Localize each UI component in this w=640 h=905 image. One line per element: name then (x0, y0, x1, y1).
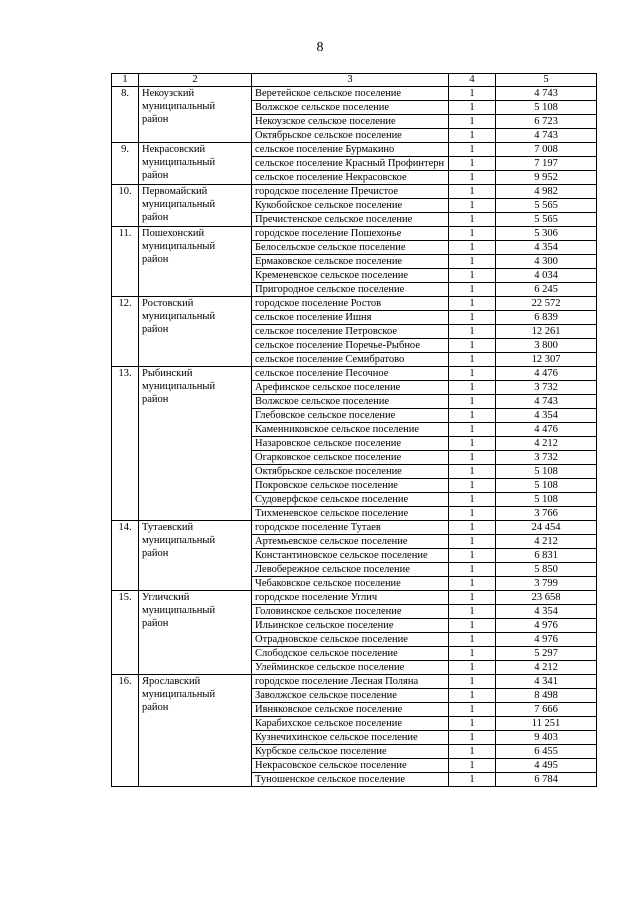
district-name-line: Пошехонский (142, 228, 205, 239)
district-name-line: муниципальный (142, 157, 216, 168)
settlement-value: 4 354 (496, 409, 597, 423)
settlement-value: 5 306 (496, 227, 597, 241)
district-name (139, 297, 252, 367)
settlement-value: 4 495 (496, 759, 597, 773)
settlement-count: 1 (449, 129, 496, 143)
district-name-line: муниципальный (142, 689, 216, 700)
settlement-value: 3 799 (496, 577, 597, 591)
settlement-count: 1 (449, 409, 496, 423)
district-name (139, 367, 252, 521)
settlement-count: 1 (449, 703, 496, 717)
district-number: 16. (112, 675, 139, 787)
settlement-count: 1 (449, 339, 496, 353)
table-row (112, 675, 597, 689)
settlement-name: Ермаковское сельское поселение (252, 255, 449, 269)
table-header-row (112, 74, 597, 87)
settlement-value: 5 565 (496, 199, 597, 213)
settlement-count: 1 (449, 213, 496, 227)
settlement-name: Константиновское сельское поселение (252, 549, 449, 563)
settlement-value: 4 743 (496, 87, 597, 101)
district-name (139, 591, 252, 675)
settlement-count: 1 (449, 423, 496, 437)
settlement-value: 4 212 (496, 535, 597, 549)
column-header: 4 (449, 74, 496, 87)
settlement-count: 1 (449, 157, 496, 171)
settlement-name: Белосельское сельское поселение (252, 241, 449, 255)
settlement-name: Кременевское сельское поселение (252, 269, 449, 283)
settlement-value: 24 454 (496, 521, 597, 535)
settlement-count: 1 (449, 563, 496, 577)
table-row (112, 185, 597, 199)
settlement-value: 4 743 (496, 395, 597, 409)
settlement-value: 5 108 (496, 493, 597, 507)
settlement-count: 1 (449, 535, 496, 549)
district-name-line: Рыбинский (142, 368, 193, 379)
settlement-count: 1 (449, 325, 496, 339)
district-name-line: район (142, 618, 169, 629)
district-name-line: муниципальный (142, 311, 216, 322)
district-name-line: район (142, 702, 169, 713)
settlement-count: 1 (449, 269, 496, 283)
table-row (112, 297, 597, 311)
settlement-name: Левобережное сельское поселение (252, 563, 449, 577)
district-name-line: район (142, 394, 169, 405)
settlement-count: 1 (449, 451, 496, 465)
district-name-line: район (142, 254, 169, 265)
settlement-value: 3 732 (496, 381, 597, 395)
settlement-value: 5 108 (496, 101, 597, 115)
settlement-name: сельское поселение Бурмакино (252, 143, 449, 157)
settlement-name: Волжское сельское поселение (252, 395, 449, 409)
settlement-value: 4 976 (496, 633, 597, 647)
settlement-count: 1 (449, 199, 496, 213)
settlement-name: Карабихское сельское поселение (252, 717, 449, 731)
district-name-line: Ярославский (142, 676, 201, 687)
settlement-name: Некрасовское сельское поселение (252, 759, 449, 773)
column-header: 5 (496, 74, 597, 87)
settlement-count: 1 (449, 227, 496, 241)
settlement-count: 1 (449, 717, 496, 731)
settlement-name: Головинское сельское поселение (252, 605, 449, 619)
settlement-count: 1 (449, 675, 496, 689)
settlement-name: Кузнечихинское сельское поселение (252, 731, 449, 745)
district-name-line: район (142, 324, 169, 335)
district-name-line: район (142, 114, 169, 125)
settlement-name: Октябрьское сельское поселение (252, 465, 449, 479)
settlement-name: сельское поселение Петровское (252, 325, 449, 339)
settlement-count: 1 (449, 381, 496, 395)
settlement-name: Веретейское сельское поселение (252, 87, 449, 101)
table-row (112, 367, 597, 381)
settlement-count: 1 (449, 591, 496, 605)
settlement-value: 12 261 (496, 325, 597, 339)
settlement-name: сельское поселение Некрасовское (252, 171, 449, 185)
settlement-name: Пригородное сельское поселение (252, 283, 449, 297)
district-number: 14. (112, 521, 139, 591)
settlement-count: 1 (449, 647, 496, 661)
district-name (139, 675, 252, 787)
settlement-count: 1 (449, 759, 496, 773)
settlement-count: 1 (449, 437, 496, 451)
settlement-count: 1 (449, 465, 496, 479)
settlement-value: 7 666 (496, 703, 597, 717)
settlement-name: городское поселение Пошехонье (252, 227, 449, 241)
settlement-name: Туношенское сельское поселение (252, 773, 449, 787)
district-name (139, 227, 252, 297)
column-header: 2 (139, 74, 252, 87)
table-row (112, 143, 597, 157)
district-name-line: Первомайский (142, 186, 208, 197)
settlement-count: 1 (449, 773, 496, 787)
settlement-value: 22 572 (496, 297, 597, 311)
settlement-name: Пречистенское сельское поселение (252, 213, 449, 227)
district-name-line: Угличский (142, 592, 190, 603)
settlement-value: 8 498 (496, 689, 597, 703)
settlement-name: сельское поселение Ишня (252, 311, 449, 325)
settlement-name: сельское поселение Семибратово (252, 353, 449, 367)
district-name-line: район (142, 212, 169, 223)
district-name (139, 521, 252, 591)
settlement-value: 3 766 (496, 507, 597, 521)
settlement-count: 1 (449, 115, 496, 129)
settlement-name: Кукобойское сельское поселение (252, 199, 449, 213)
settlement-name: городское поселение Ростов (252, 297, 449, 311)
settlement-count: 1 (449, 367, 496, 381)
district-name-line: район (142, 548, 169, 559)
settlement-value: 4 300 (496, 255, 597, 269)
settlement-value: 12 307 (496, 353, 597, 367)
settlement-value: 5 297 (496, 647, 597, 661)
settlement-name: сельское поселение Красный Профинтерн (252, 157, 449, 171)
settlement-count: 1 (449, 171, 496, 185)
settlement-value: 4 354 (496, 241, 597, 255)
district-name-line: муниципальный (142, 199, 216, 210)
settlement-value: 4 034 (496, 269, 597, 283)
district-name-line: Некоузский (142, 88, 195, 99)
district-name-line: муниципальный (142, 535, 216, 546)
settlement-value: 4 212 (496, 437, 597, 451)
table-row (112, 521, 597, 535)
settlement-value: 5 565 (496, 213, 597, 227)
settlement-name: Огарковское сельское поселение (252, 451, 449, 465)
table-row (112, 591, 597, 605)
settlement-value: 7 197 (496, 157, 597, 171)
table-row (112, 87, 597, 101)
settlement-value: 4 976 (496, 619, 597, 633)
settlement-count: 1 (449, 493, 496, 507)
settlement-value: 4 354 (496, 605, 597, 619)
settlement-name: Заволжское сельское поселение (252, 689, 449, 703)
settlement-count: 1 (449, 577, 496, 591)
settlement-count: 1 (449, 633, 496, 647)
settlement-count: 1 (449, 549, 496, 563)
settlement-value: 4 476 (496, 367, 597, 381)
district-number: 9. (112, 143, 139, 185)
column-header: 1 (112, 74, 139, 87)
settlement-name: городское поселение Углич (252, 591, 449, 605)
settlement-count: 1 (449, 661, 496, 675)
settlement-value: 4 476 (496, 423, 597, 437)
settlement-name: Ивняковское сельское поселение (252, 703, 449, 717)
settlement-count: 1 (449, 255, 496, 269)
district-name (139, 87, 252, 143)
district-name-line: муниципальный (142, 101, 216, 112)
settlement-value: 4 341 (496, 675, 597, 689)
settlement-value: 4 743 (496, 129, 597, 143)
settlement-count: 1 (449, 395, 496, 409)
settlement-name: Арефинское сельское поселение (252, 381, 449, 395)
settlement-value: 7 008 (496, 143, 597, 157)
settlement-value: 6 455 (496, 745, 597, 759)
settlement-count: 1 (449, 143, 496, 157)
settlement-count: 1 (449, 87, 496, 101)
settlement-name: Артемьевское сельское поселение (252, 535, 449, 549)
settlement-count: 1 (449, 101, 496, 115)
settlement-value: 5 108 (496, 465, 597, 479)
settlement-name: Глебовское сельское поселение (252, 409, 449, 423)
settlement-value: 9 403 (496, 731, 597, 745)
settlement-name: Тихменевское сельское поселение (252, 507, 449, 521)
page-number: 8 (316, 40, 324, 55)
settlement-value: 23 658 (496, 591, 597, 605)
settlement-name: Волжское сельское поселение (252, 101, 449, 115)
district-name (139, 185, 252, 227)
settlement-name: Ильинское сельское поселение (252, 619, 449, 633)
settlement-value: 5 850 (496, 563, 597, 577)
district-name-line: район (142, 170, 169, 181)
settlement-name: городское поселение Пречистое (252, 185, 449, 199)
settlement-count: 1 (449, 745, 496, 759)
settlement-count: 1 (449, 241, 496, 255)
district-name-line: Тутаевский (142, 522, 194, 533)
settlement-count: 1 (449, 297, 496, 311)
settlement-name: Каменниковское сельское поселение (252, 423, 449, 437)
settlement-name: Покровское сельское поселение (252, 479, 449, 493)
settlement-name: Отрадновское сельское поселение (252, 633, 449, 647)
district-name-line: Некрасовский (142, 144, 206, 155)
settlement-value: 3 732 (496, 451, 597, 465)
settlement-value: 6 723 (496, 115, 597, 129)
settlement-count: 1 (449, 605, 496, 619)
district-name-line: муниципальный (142, 381, 216, 392)
settlement-value: 6 839 (496, 311, 597, 325)
district-name-line: муниципальный (142, 241, 216, 252)
settlement-value: 9 952 (496, 171, 597, 185)
settlement-name: городское поселение Тутаев (252, 521, 449, 535)
settlement-value: 5 108 (496, 479, 597, 493)
district-number: 13. (112, 367, 139, 521)
settlement-count: 1 (449, 311, 496, 325)
settlements-table (111, 73, 597, 787)
settlement-name: Слободское сельское поселение (252, 647, 449, 661)
settlement-count: 1 (449, 507, 496, 521)
district-name-line: муниципальный (142, 605, 216, 616)
settlement-count: 1 (449, 521, 496, 535)
settlement-name: городское поселение Лесная Поляна (252, 675, 449, 689)
settlement-count: 1 (449, 731, 496, 745)
settlement-name: Назаровское сельское поселение (252, 437, 449, 451)
column-header: 3 (252, 74, 449, 87)
settlement-count: 1 (449, 619, 496, 633)
settlement-value: 6 831 (496, 549, 597, 563)
settlement-count: 1 (449, 185, 496, 199)
settlement-name: сельское поселение Поречье-Рыбное (252, 339, 449, 353)
settlement-value: 4 982 (496, 185, 597, 199)
district-name (139, 143, 252, 185)
settlement-name: Курбское сельское поселение (252, 745, 449, 759)
district-number: 10. (112, 185, 139, 227)
settlement-value: 6 784 (496, 773, 597, 787)
settlement-name: сельское поселение Песочное (252, 367, 449, 381)
district-number: 8. (112, 87, 139, 143)
settlement-count: 1 (449, 353, 496, 367)
settlement-value: 11 251 (496, 717, 597, 731)
settlement-count: 1 (449, 283, 496, 297)
district-number: 11. (112, 227, 139, 297)
district-name-line: Ростовский (142, 298, 194, 309)
settlement-name: Некоузское сельское поселение (252, 115, 449, 129)
settlement-name: Улейминское сельское поселение (252, 661, 449, 675)
settlement-name: Судоверфское сельское поселение (252, 493, 449, 507)
settlement-value: 3 800 (496, 339, 597, 353)
table-row (112, 227, 597, 241)
district-number: 12. (112, 297, 139, 367)
settlement-count: 1 (449, 689, 496, 703)
settlement-count: 1 (449, 479, 496, 493)
settlement-value: 4 212 (496, 661, 597, 675)
district-number: 15. (112, 591, 139, 675)
settlement-name: Чебаковское сельское поселение (252, 577, 449, 591)
settlement-value: 6 245 (496, 283, 597, 297)
settlement-name: Октябрьское сельское поселение (252, 129, 449, 143)
